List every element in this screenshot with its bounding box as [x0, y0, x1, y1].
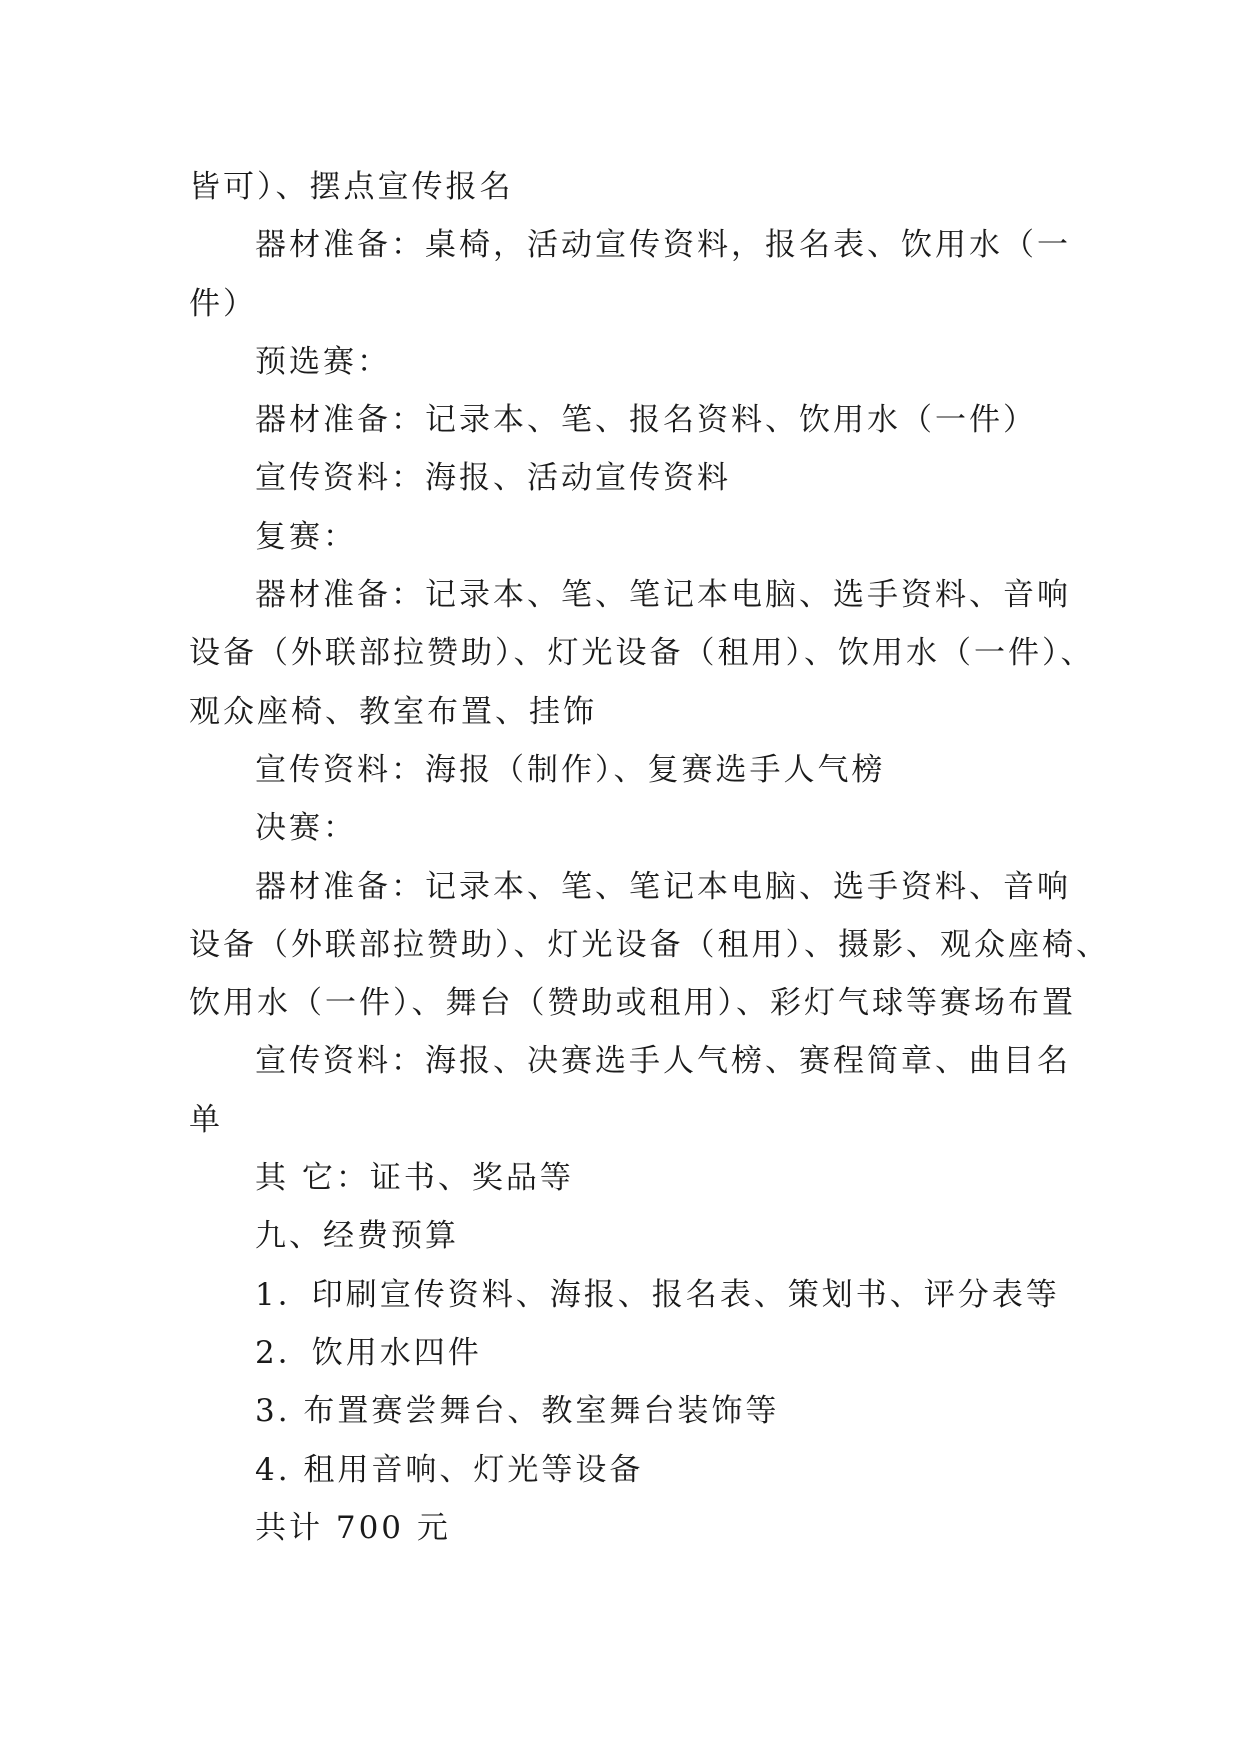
- text-line: 观众座椅、教室布置、挂饰: [189, 693, 597, 730]
- text-line: 设备（外联部拉赞助）、灯光设备（租用）、饮用水（一件）、: [189, 635, 1095, 672]
- text-line: 器材准备：记录本、笔、报名资料、饮用水（一件）: [255, 402, 1037, 439]
- text-line: 宣传资料：海报、决赛选手人气榜、赛程简章、曲目名: [255, 1043, 1071, 1080]
- text-line: 宣传资料：海报（制作）、复赛选手人气榜: [255, 751, 886, 788]
- text-line: 器材准备：记录本、笔、笔记本电脑、选手资料、音响: [255, 868, 1071, 905]
- text-line: 器材准备：桌椅，活动宣传资料，报名表、饮用水（一: [255, 227, 1071, 264]
- section-heading-preliminary: 预选赛：: [255, 343, 391, 380]
- document-body: [189, 158, 1110, 1557]
- text-line: 器材准备：记录本、笔、笔记本电脑、选手资料、音响: [255, 577, 1071, 614]
- text-line: 宣传资料：海报、活动宣传资料: [255, 460, 731, 497]
- budget-item: 3. 布置赛尝舞台、教室舞台装饰等: [255, 1393, 780, 1430]
- budget-item: 1．印刷宣传资料、海报、报名表、策划书、评分表等: [255, 1276, 1060, 1313]
- budget-item: 4. 租用音响、灯光等设备: [255, 1451, 644, 1488]
- text-line: 皆可）、摆点宣传报名: [189, 169, 514, 205]
- text-line: 件）: [189, 285, 257, 322]
- section-heading-budget: 九、经费预算: [255, 1218, 459, 1255]
- text-line: 设备（外联部拉赞助）、灯光设备（租用）、摄影、观众座椅、: [189, 926, 1110, 963]
- text-line: 单: [189, 1101, 223, 1138]
- section-heading-final: 决赛：: [255, 810, 357, 847]
- budget-total: 共计 700 元: [255, 1509, 451, 1546]
- budget-item: 2．饮用水四件: [255, 1334, 482, 1371]
- section-heading-semifinal: 复赛：: [255, 518, 357, 555]
- text-line: 其 它：证书、奖品等: [255, 1160, 574, 1197]
- text-line: 饮用水（一件）、舞台（赞助或租用）、彩灯气球等赛场布置: [189, 985, 1076, 1022]
